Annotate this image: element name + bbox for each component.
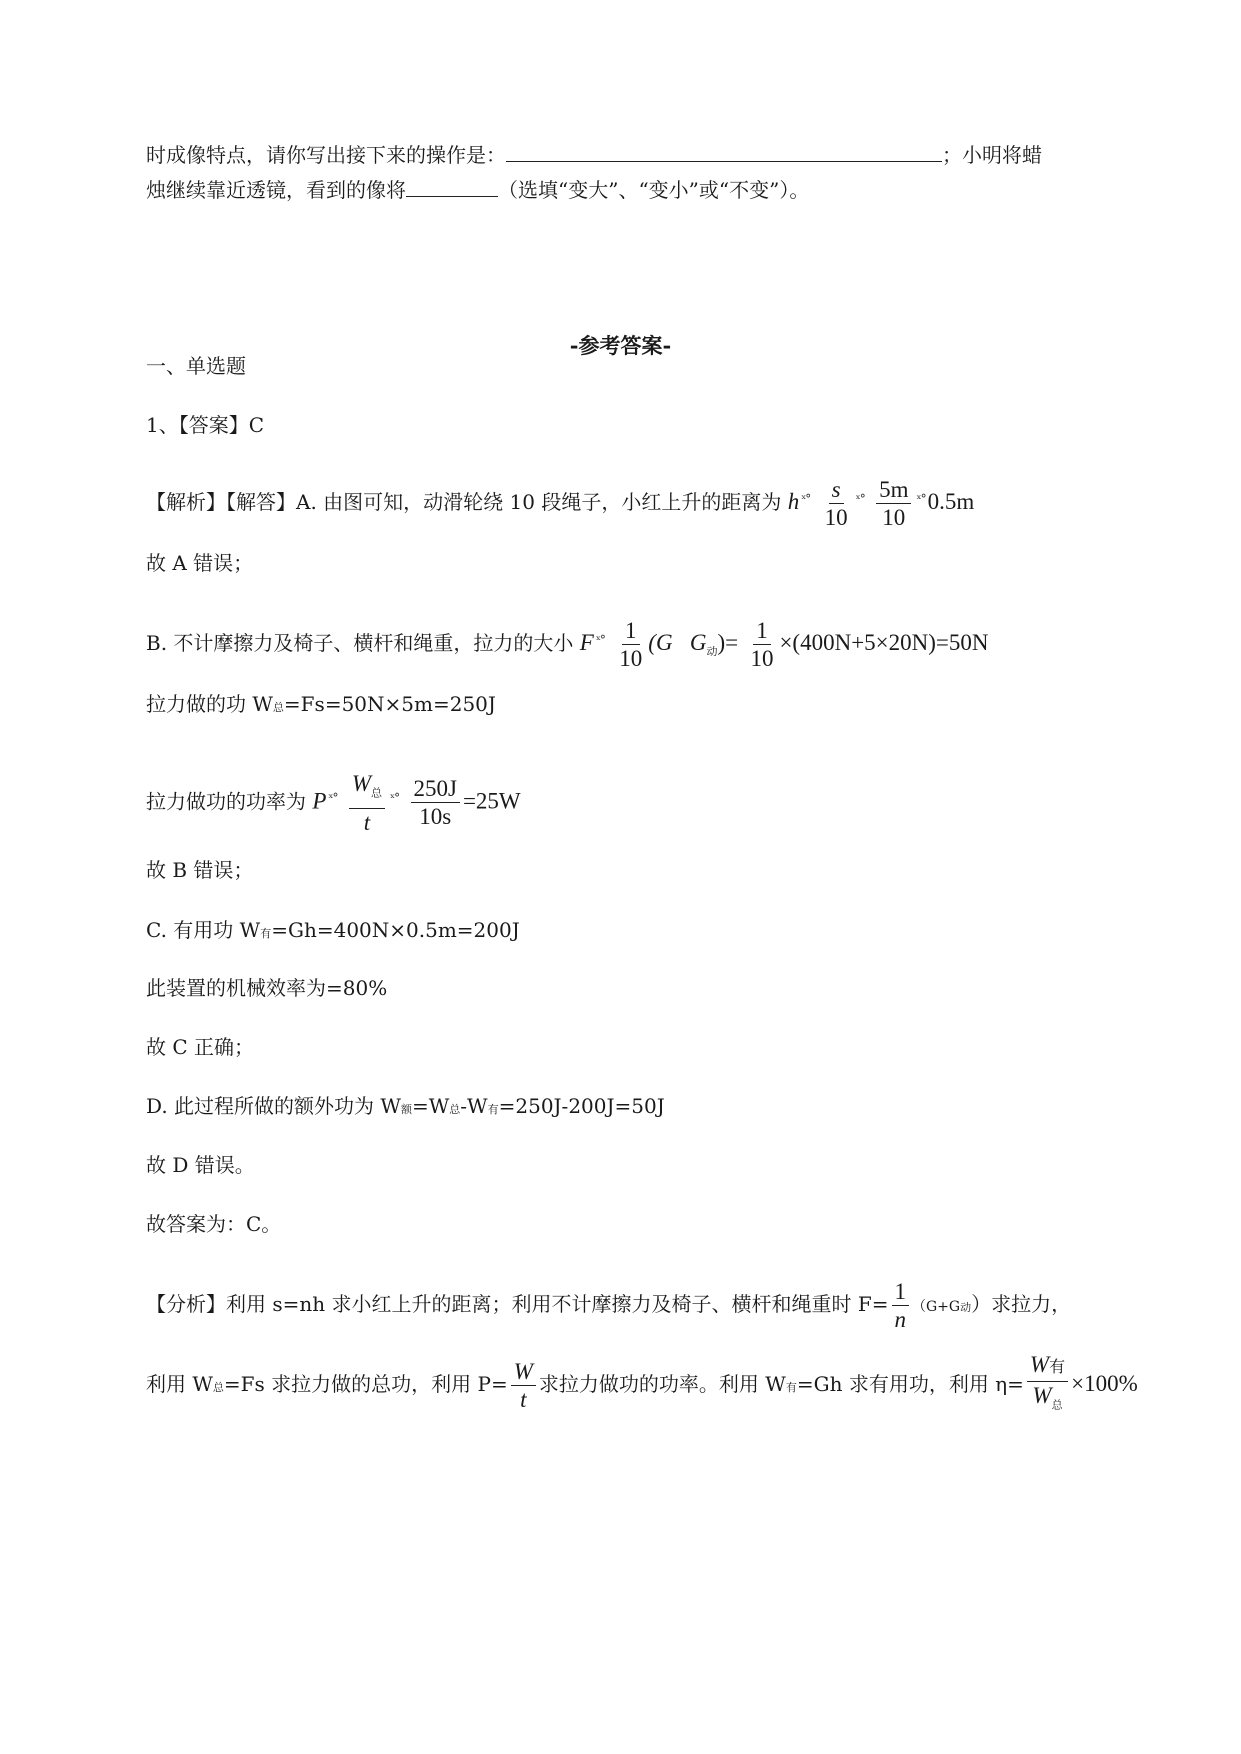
text: =Gh=400N×0.5m=200J bbox=[271, 918, 520, 942]
placeholder-glyph: ˣ° bbox=[390, 791, 400, 806]
fraction-w-t: $\frac{W_总}{t}$ bbox=[349, 770, 385, 836]
text: ）求拉力， bbox=[971, 1292, 1072, 1316]
b-text: B. 不计摩擦力及椅子、横杆和绳重，拉力的大小 bbox=[146, 631, 574, 655]
num: W bbox=[351, 771, 372, 796]
text: 利用 W bbox=[146, 1371, 213, 1396]
sub: 总 bbox=[272, 701, 284, 714]
formula-result: 0.5m bbox=[927, 489, 975, 514]
sub: 额 bbox=[400, 1103, 412, 1116]
answer-blank-image-size[interactable] bbox=[406, 176, 498, 197]
formula-g: (G bbox=[648, 630, 673, 655]
sub: 总 bbox=[371, 787, 383, 800]
sub: 总 bbox=[449, 1103, 461, 1116]
sub: 有 bbox=[260, 927, 272, 940]
placeholder-glyph: ˣ° bbox=[916, 492, 926, 506]
text: =Fs=50N×5m=250J bbox=[283, 692, 496, 716]
text: =Fs 求拉力做的总功，利用 P= bbox=[223, 1371, 508, 1396]
sub: 有 bbox=[785, 1380, 797, 1394]
fraction-1-10: $\frac{1}{10}$ bbox=[619, 618, 643, 671]
formula-var-f: F bbox=[579, 630, 594, 655]
q1-d-wrong: 故 D 错误。 bbox=[146, 1153, 255, 1177]
q1-efficiency: 此装置的机械效率为=80% bbox=[146, 976, 388, 1000]
question-line-1 bbox=[146, 141, 1042, 169]
text: 拉力做的功 W bbox=[146, 692, 273, 716]
text: =Gh 求有用功，利用 η= bbox=[796, 1371, 1024, 1396]
q1-final: 故答案为：C。 bbox=[146, 1212, 282, 1236]
fraction-5m-10: $\frac{5m}{10}$ bbox=[876, 476, 911, 531]
q1-c-right: 故 C 正确； bbox=[146, 1035, 255, 1059]
power-text: 拉力做功的功率为 bbox=[146, 789, 306, 814]
sub: 动 bbox=[960, 1301, 972, 1314]
sub: 总 bbox=[1051, 1399, 1063, 1412]
q1-work-total bbox=[146, 690, 496, 722]
placeholder-glyph: ˣ° bbox=[328, 791, 338, 806]
text: -W bbox=[460, 1094, 488, 1118]
q1-a-wrong: 故 A 错误； bbox=[146, 551, 254, 575]
formula-paren: )= bbox=[717, 630, 739, 655]
section-heading: 一、单选题 bbox=[146, 354, 246, 378]
q1-d-line bbox=[146, 1092, 665, 1124]
fraction-1-10-b: $\frac{1}{10}$ bbox=[750, 618, 774, 671]
question-text: 时成像特点，请你写出接下来的操作是： bbox=[146, 143, 506, 167]
q1-answer: 1、【答案】C bbox=[146, 413, 265, 437]
q1-b-wrong: 故 B 错误； bbox=[146, 858, 254, 882]
text: =W bbox=[411, 1094, 450, 1118]
fraction-w-t: $\frac{W}{t}$ bbox=[511, 1358, 536, 1413]
question-line-2 bbox=[146, 176, 809, 204]
sub: 总 bbox=[212, 1380, 224, 1394]
q1-analysis-line bbox=[146, 476, 974, 531]
placeholder-glyph: ˣ° bbox=[855, 492, 865, 506]
formula-result: =25W bbox=[462, 788, 521, 814]
text: D. 此过程所做的额外功为 W bbox=[146, 1094, 401, 1118]
text: =250J-200J=50J bbox=[498, 1094, 665, 1118]
answer-blank-operation[interactable] bbox=[506, 141, 942, 162]
text: ×100% bbox=[1071, 1370, 1138, 1396]
q1-power-line bbox=[146, 770, 521, 836]
formula-var-p: P bbox=[312, 788, 327, 814]
answers-title: -参考答案- bbox=[569, 333, 672, 358]
text: C. 有用功 W bbox=[146, 918, 261, 942]
formula-g-dong: G bbox=[689, 630, 707, 655]
sub: 有 bbox=[1049, 1359, 1066, 1376]
formula-spacer bbox=[673, 630, 690, 655]
analysis-text: 【解析】【解答】A. 由图可知，动滑轮绕 10 段绳子，小红上升的距离为 bbox=[146, 490, 782, 514]
q1-c-line bbox=[146, 916, 520, 948]
num: W bbox=[1029, 1352, 1050, 1377]
formula-var-h: h bbox=[787, 489, 800, 514]
question-text: 烛继续靠近透镜，看到的像将 bbox=[146, 178, 406, 202]
text: 求拉力做功的功率。利用 W bbox=[538, 1371, 786, 1396]
fraction-250j-10s: $\frac{250J}{10s}$ bbox=[411, 775, 460, 830]
sub: 有 bbox=[487, 1103, 499, 1116]
q1-fenxi-line-1 bbox=[146, 1278, 1071, 1333]
question-text: ；小明将蜡 bbox=[942, 143, 1042, 167]
fraction-s-10: $\frac{s}{10}$ bbox=[824, 477, 848, 530]
fraction-eta bbox=[1027, 1351, 1068, 1420]
placeholder-glyph: ˣ° bbox=[801, 492, 811, 506]
den: W bbox=[1032, 1383, 1052, 1408]
question-text: （选填“变大”、“变小”或“不变”）。 bbox=[498, 178, 810, 202]
text: （G+G bbox=[912, 1299, 961, 1315]
q1-b-line bbox=[146, 617, 989, 672]
formula-tail: ×(400N+5×20N)=50N bbox=[779, 630, 989, 655]
q1-fenxi-line-2 bbox=[146, 1351, 1138, 1420]
placeholder-glyph: ˣ° bbox=[595, 633, 605, 647]
formula-sub: 动 bbox=[706, 645, 718, 658]
fraction-1-n: $\frac{1}{n}$ bbox=[892, 1278, 910, 1333]
text: 【分析】利用 s=nh 求小红上升的距离；利用不计摩擦力及椅子、横杆和绳重时 F= bbox=[146, 1292, 889, 1316]
